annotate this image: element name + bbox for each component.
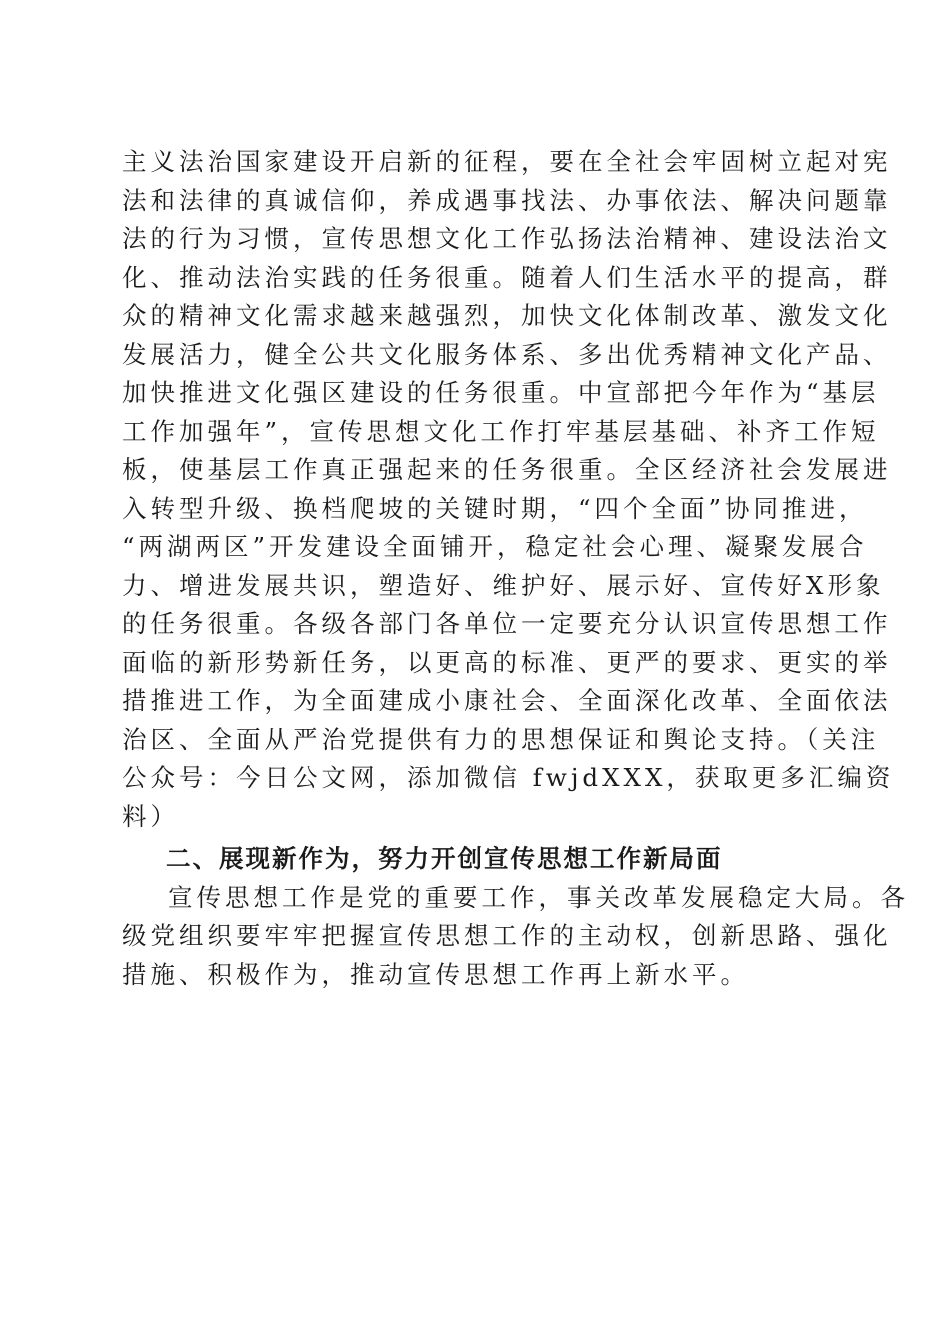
text-line: 的任务很重。各级各部门各单位一定要充分认识宣传思想工作 [122,609,892,638]
text-line: 料） [122,801,179,831]
text-line: 工作加强年”，宣传思想文化工作打牢基层基础、补齐工作短 [122,416,880,446]
text-line: 法的行为习惯，宣传思想文化工作弘扬法治精神、建设法治文 [122,224,892,253]
text-line: 公众号：今日公文网，添加微信 fwjdXXX，获取更多汇编资 [122,763,895,792]
section-heading: 二、展现新作为，努力开创宣传思想工作新局面 [166,844,723,873]
paragraph-2 [122,879,909,995]
text-line: 化、推动法治实践的任务很重。随着人们生活水平的提高，群 [122,262,892,292]
text-line: 治区、全面从严治党提供有力的思想保证和舆论支持。（关注 [122,724,880,754]
text-line: 发展活力，健全公共文化服务体系、多出优秀精神文化产品、 [122,339,892,369]
text-line: “两湖两区”开发建设全面铺开，稳定社会心理、凝聚发展合 [122,532,868,561]
text-line: 法和法律的真诚信仰，养成遇事找法、办事依法、解决问题靠 [122,185,892,215]
text-line: 加快推进文化强区建设的任务很重。中宣部把今年作为“基层 [122,378,880,407]
paragraph-1 [122,143,895,836]
text-line: 主义法治国家建设开启新的征程，要在全社会牢固树立起对宪 [122,147,892,176]
text-line: 板，使基层工作真正强起来的任务很重。全区经济社会发展进 [122,455,892,484]
text-line: 面临的新形势新任务，以更高的标准、更严的要求、更实的举 [122,647,892,677]
text-line: 众的精神文化需求越来越强烈，加快文化体制改革、激发文化 [122,301,892,330]
text-line: 入转型升级、换档爬坡的关键时期，“四个全面”协同推进， [122,493,868,523]
text-line: 宣传思想工作是党的重要工作，事关改革发展稳定大局。各 [168,882,909,912]
text-line: 力、增进发展共识，塑造好、维护好、展示好、宣传好X形象 [122,570,885,600]
text-line: 级党组织要牢牢把握宣传思想工作的主动权，创新思路、强化 [122,921,892,950]
document-body [122,143,909,994]
text-line: 措施、积极作为，推动宣传思想工作再上新水平。 [122,959,749,989]
text-line: 措推进工作，为全面建成小康社会、全面深化改革、全面依法 [122,686,892,715]
